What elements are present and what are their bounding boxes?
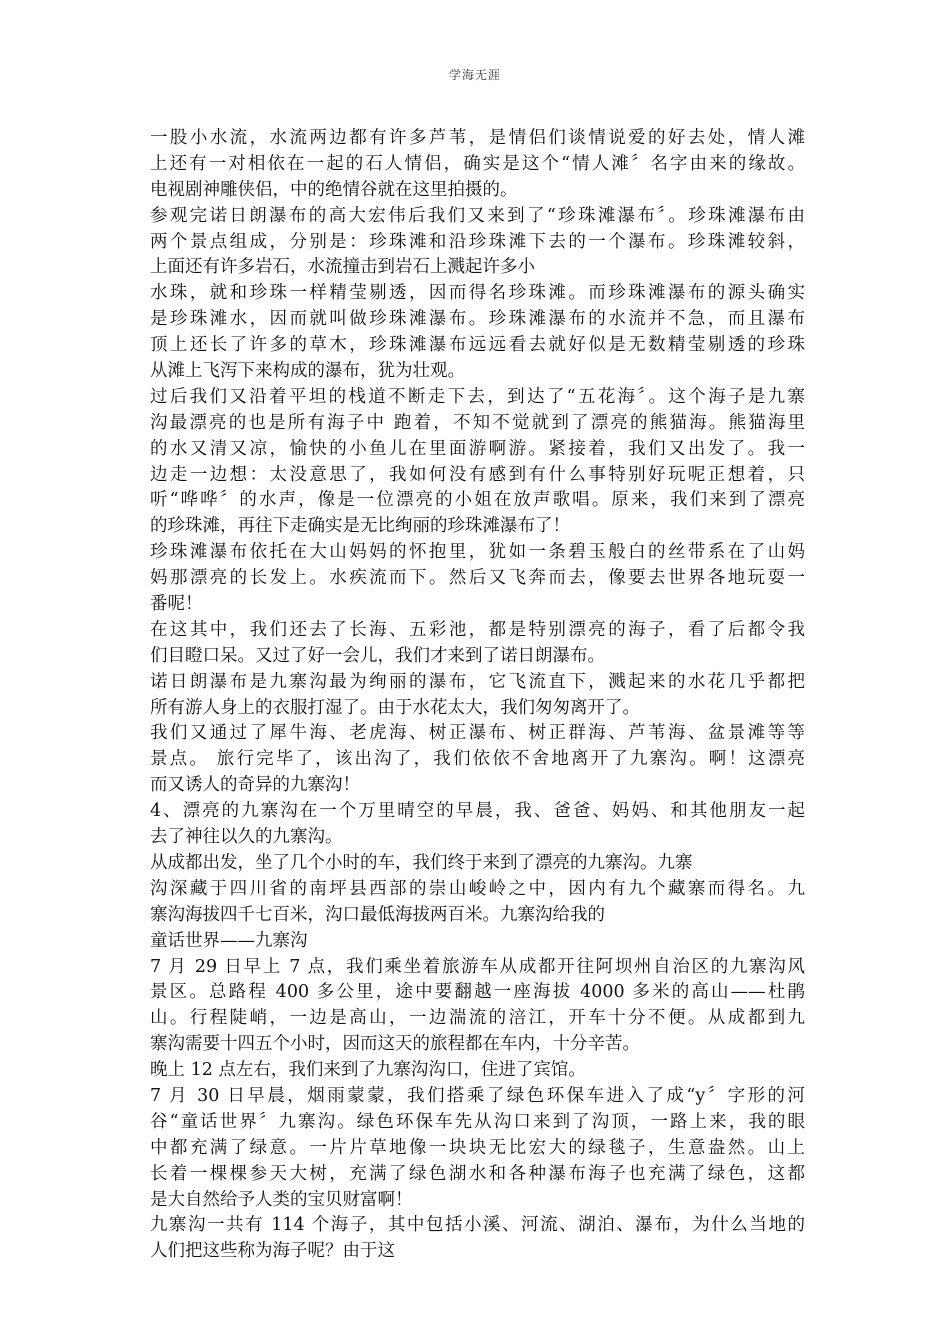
text-line: 景点。 旅行完毕了，该出沟了，我们依依不舍地离开了九寨沟。啊！这漂亮 <box>150 749 805 770</box>
text-line: 九寨沟一共有 114 个海子，其中包括小溪、河流、湖泊、瀑布，为什么当地的 <box>150 1215 805 1236</box>
text-line: 童话世界——九寨沟 <box>150 930 308 951</box>
text-line: 去了神往以久的九寨沟。 <box>150 827 343 848</box>
text-line: 妈那漂亮的长发上。水疾流而下。然后又飞奔而去，像要去世界各地玩耍一 <box>150 568 805 589</box>
text-line: 的水又清又凉，愉快的小鱼儿在里面游啊游。紧接着，我们又出发了。我一 <box>150 438 805 459</box>
text-line: 上面还有许多岩石，水流撞击到岩石上溅起许多小 <box>150 257 535 278</box>
text-line: 是大自然给予人类的宝贝财富啊！ <box>150 1189 413 1210</box>
text-line: 珍珠滩瀑布依托在大山妈妈的怀抱里，犹如一条碧玉般白的丝带系在了山妈 <box>150 542 805 563</box>
text-line: 边走一边想：太没意思了，我如何没有感到有什么事特别好玩呢正想着，只 <box>150 464 805 485</box>
text-line: 人们把这些称为海子呢？由于这 <box>150 1241 395 1262</box>
text-line: 一股小水流，水流两边都有许多芦苇，是情侣们谈情说爱的好去处，情人滩 <box>150 128 805 148</box>
text-line: 电视剧神雕侠侣，中的绝情谷就在这里拍摄的。 <box>150 179 518 200</box>
text-line: 是珍珠滩水，因而就叫做珍珠滩瀑布。珍珠滩瀑布的水流并不急，而且瀑布 <box>150 309 805 330</box>
text-line: 我们又通过了犀牛海、老虎海、树正瀑布、树正群海、芦苇海、盆景滩等等 <box>150 723 805 744</box>
text-line: 7 月 30 日早晨，烟雨蒙蒙，我们搭乘了绿色环保车进入了成“y〞字形的河 <box>150 1085 805 1106</box>
text-line: 景区。总路程 400 多公里，途中要翻越一座海拔 4000 多米的高山——杜鹃 <box>150 982 805 1003</box>
text-line: 在这其中，我们还去了长海、五彩池，都是特别漂亮的海子，看了后都令我 <box>150 619 805 640</box>
text-line: 们目瞪口呆。又过了好一会儿，我们才来到了诺日朗瀑布。 <box>150 645 605 666</box>
text-line: 谷“童话世界〞九寨沟。绿色环保车先从沟口来到了沟顶，一路上来，我的眼 <box>150 1111 805 1132</box>
text-line: 从滩上飞泻下来构成的瀑布，犹为壮观。 <box>150 361 465 382</box>
text-line: 7 月 29 日早上 7 点，我们乘坐着旅游车从成都开往阿坝州自治区的九寨沟风 <box>150 956 805 977</box>
text-line: 山。行程陡峭，一边是高山，一边湍流的涪江，开车十分不便。从成都到九 <box>150 1008 805 1029</box>
text-line: 上还有一对相依在一起的石人情侣，确实是这个“情人滩〞名字由来的缘故。 <box>150 153 805 174</box>
text-line: 顶上还长了许多的草木，珍珠滩瀑布远远看去就好似是无数精莹剔透的珍珠 <box>150 335 805 356</box>
text-line: 参观完诺日朗瀑布的高大宏伟后我们又来到了“珍珠滩瀑布〞。珍珠滩瀑布由 <box>150 205 805 226</box>
text-line: 而又诱人的奇异的九寨沟！ <box>150 775 360 796</box>
text-line: 寨沟需要十四五个小时，因而这天的旅程都在车内，十分辛苦。 <box>150 1034 640 1055</box>
text-line: 从成都出发，坐了几个小时的车，我们终于来到了漂亮的九寨沟。九寨 <box>150 852 693 873</box>
document-body <box>150 126 805 1265</box>
text-line: 水珠，就和珍珠一样精莹剔透，因而得名珍珠滩。而珍珠滩瀑布的源头确实 <box>150 283 805 304</box>
text-line: 的珍珠滩，再往下走确实是无比绚丽的珍珠滩瀑布了！ <box>150 516 570 537</box>
text-line: 两个景点组成，分别是：珍珠滩和沿珍珠滩下去的一个瀑布。珍珠滩较斜， <box>150 231 805 252</box>
page-header: 学海无涯 <box>448 68 501 82</box>
text-line: 过后我们又沿着平坦的栈道不断走下去，到达了“五花海〞。这个海子是九寨 <box>150 386 805 407</box>
text-line: 所有游人身上的衣服打湿了。由于水花太大，我们匆匆离开了。 <box>150 697 640 718</box>
text-line: 寨沟海拔四千七百米，沟口最低海拔两百米。九寨沟给我的 <box>150 904 605 925</box>
text-line: 诺日朗瀑布是九寨沟最为绚丽的瀑布，它飞流直下，溅起来的水花几乎都把 <box>150 671 805 692</box>
text-line: 听“哗哗〞的水声，像是一位漂亮的小姐在放声歌唱。原来，我们来到了漂亮 <box>150 490 805 511</box>
text-line: 沟深藏于四川省的南坪县西部的崇山峻岭之中，因内有九个藏寨而得名。九 <box>150 878 805 899</box>
text-line: 沟最漂亮的也是所有海子中 跑着，不知不觉就到了漂亮的熊猫海。熊猫海里 <box>150 412 805 433</box>
text-line: 晚上 12 点左右，我们来到了九寨沟沟口，住进了宾馆。 <box>150 1060 586 1081</box>
text-line: 番呢！ <box>150 594 203 615</box>
text-line: 中都充满了绿意。一片片草地像一块块无比宏大的绿毯子，生意盎然。山上 <box>150 1137 805 1158</box>
text-line: 4、漂亮的九寨沟在一个万里晴空的早晨，我、爸爸、妈妈、和其他朋友一起 <box>150 801 805 822</box>
text-line: 长着一棵棵参天大树，充满了绿色湖水和各种瀑布海子也充满了绿色，这都 <box>150 1163 805 1184</box>
